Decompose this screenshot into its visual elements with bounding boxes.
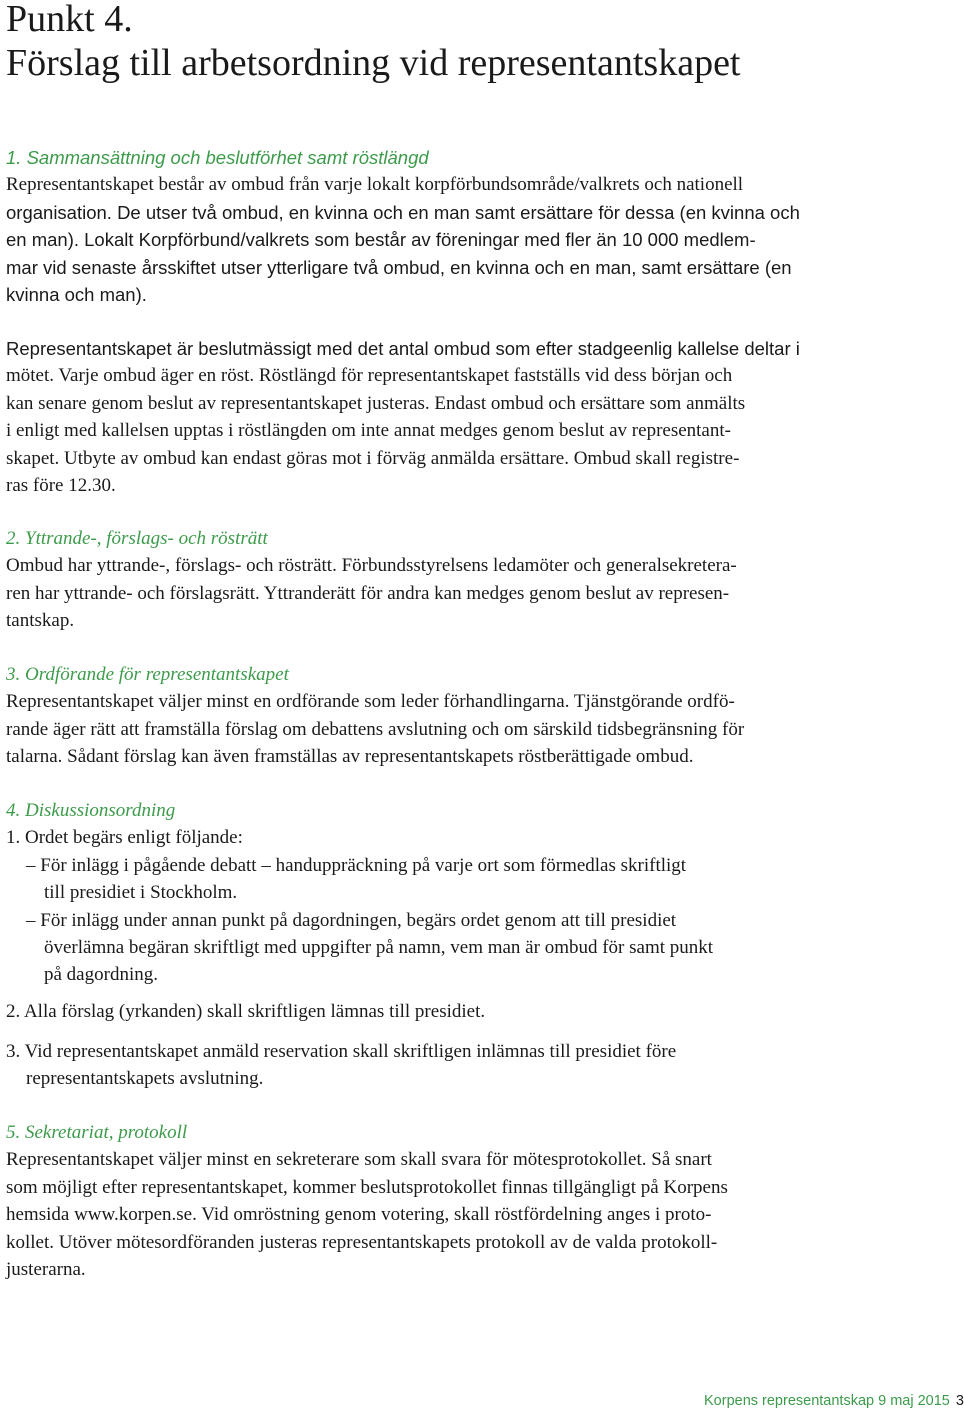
section-1-line: i enligt med kallelsen upptas i röstlängden om inte annat medges genom beslut av representant-	[6, 420, 731, 442]
section-5-line: som möjligt efter representantskapet, kommer beslutsprotokollet finnas tillgängligt på Korpens	[6, 1176, 728, 1198]
section-3	[6, 661, 896, 771]
section-1-line: ras före 12.30.	[6, 475, 116, 497]
section-1-line: Representantskapet består av ombud från varje lokalt korpförbundsområde/valkrets och nationell	[6, 174, 744, 196]
section-5-line: Representantskapet väljer minst en sekreterare som skall svara för mötesprotokollet. Så snart	[6, 1149, 712, 1171]
section-1-line: kan senare genom beslut av representantskapet justeras. Endast ombud och ersättare som anmälts	[6, 392, 746, 414]
page-title-line2: Förslag till arbetsordning vid representantskapet	[6, 42, 741, 84]
section-1-line: en man). Lokalt Korpförbund/valkrets som består av föreningar med fler än 10 000 medlem-	[6, 229, 756, 251]
section-1-line: mötet. Varje ombud äger en röst. Röstlängd för representantskapet fastställs vid dess början och	[6, 365, 733, 387]
page-title-line1: Punkt 4.	[6, 0, 133, 40]
section-heading-4: 4. Diskussionsordning	[6, 800, 176, 821]
section-3-line: rande äger rätt att framställa förslag om debattens avslutning och om särskild tidsbegränsning för	[6, 718, 745, 740]
dash-item-continuation: på dagordning.	[44, 964, 158, 986]
section-5-line: justerarna.	[6, 1259, 86, 1281]
section-3-line: talarna. Sådant förslag kan även framställas av representantskapets röstberättigade ombud.	[6, 746, 694, 768]
section-3-line: Representantskapet väljer minst en ordförande som leder förhandlingarna. Tjänstgörande ordfö-	[6, 691, 735, 713]
section-2	[6, 525, 896, 635]
section-5	[6, 1119, 896, 1283]
section-heading-1: 1. Sammansättning och beslutförhet samt röstlängd	[6, 147, 429, 168]
footer-text: Korpens representantskap 9 maj 2015	[704, 1393, 950, 1409]
section-4	[6, 797, 896, 989]
section-2-line: Ombud har yttrande-, förslags- och rösträtt. Förbundsstyrelsens ledamöter och generalsekretera-	[6, 555, 737, 577]
section-4-item-3	[6, 1038, 896, 1093]
section-1-line: organisation. De utser två ombud, en kvinna och en man samt ersättare för dessa (en kvinna och	[6, 201, 800, 223]
list-item: 3. Vid representantskapet anmäld reservation skall skriftligen inlämnas till presidiet före	[6, 1041, 677, 1062]
list-item: 1. Ordet begärs enligt följande:	[6, 827, 243, 849]
section-1	[6, 144, 896, 308]
dash-item-continuation: till presidiet i Stockholm.	[44, 882, 238, 904]
section-1-line: Representantskapet är beslutmässigt med det antal ombud som efter stadgeenlig kallelse deltar i	[6, 338, 800, 359]
section-heading-2: 2. Yttrande-, förslags- och rösträtt	[6, 528, 268, 549]
dash-item: – För inlägg under annan punkt på dagordningen, begärs ordet genom att till presidiet	[26, 909, 677, 931]
section-heading-3: 3. Ordförande för representantskapet	[6, 664, 289, 685]
list-item-continuation: representantskapets avslutning.	[26, 1068, 264, 1090]
page-footer	[704, 1393, 964, 1409]
section-1-line: skapet. Utbyte av ombud kan endast göras mot i förväg anmälda ersättare. Ombud skall registre-	[6, 447, 740, 469]
dash-item-continuation: överlämna begäran skriftligt med uppgifter på namn, vem man är ombud för samt punkt	[44, 937, 714, 959]
section-4-item-2	[6, 998, 896, 1025]
section-1-line: mar vid senaste årsskiftet utser ytterligare två ombud, en kvinna och en man, samt ersättare (en	[6, 256, 792, 278]
section-1-line: kvinna och man).	[6, 284, 147, 306]
section-1-paragraph-2	[6, 335, 896, 499]
page-number: 3	[955, 1393, 964, 1409]
section-2-line: ren har yttrande- och förslagsrätt. Yttranderätt för andra kan medges genom beslut av represen-	[6, 582, 730, 604]
section-5-line: hemsida www.korpen.se. Vid omröstning genom votering, skall röstfördelning anges i proto-	[6, 1204, 712, 1226]
section-heading-5: 5. Sekretariat, protokoll	[6, 1122, 188, 1143]
dash-item: – För inlägg i pågående debatt – handuppräckning på varje ort som förmedlas skriftligt	[26, 854, 687, 876]
section-2-line: tantskap.	[6, 610, 75, 632]
section-5-line: kollet. Utöver mötesordföranden justeras representantskapets protokoll av de valda protokoll-	[6, 1231, 718, 1253]
list-item: 2. Alla förslag (yrkanden) skall skriftligen lämnas till presidiet.	[6, 1001, 486, 1022]
